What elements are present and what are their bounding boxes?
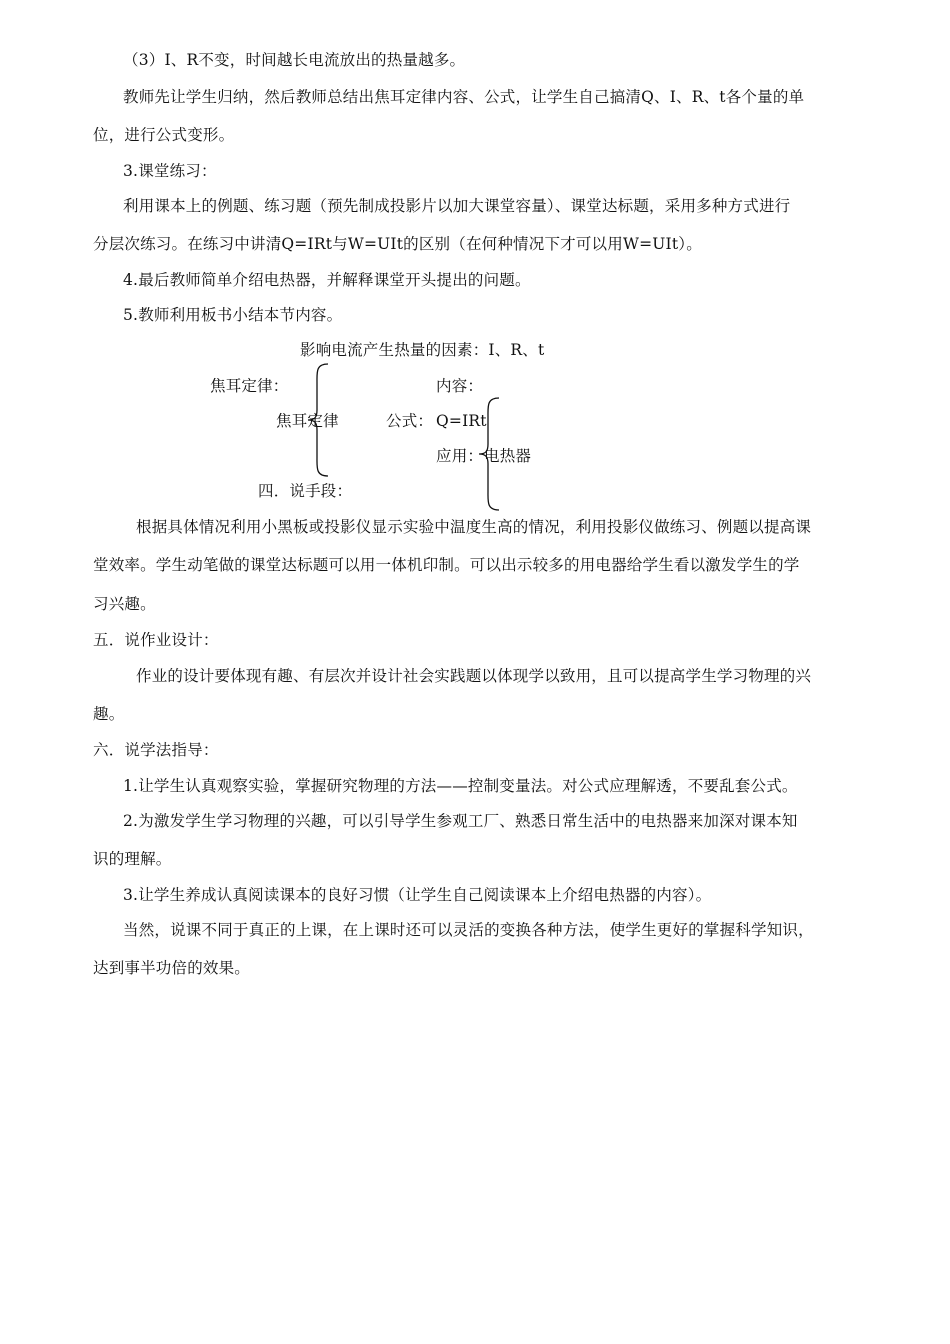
paragraph-line: 1.让学生认真观察实验，掌握研究物理的方法——控制变量法。对公式应理解透，不要乱套公式。 [123,777,798,795]
section-heading: 六．说学法指导： [93,741,219,759]
paragraph-line: 5.教师利用板书小结本节内容。 [123,306,343,324]
paragraph-line: 作业的设计要体现有趣、有层次并设计社会实践题以体现学以致用，且可以提高学生学习物理的兴 [136,667,812,685]
paragraph-line: 分层次练习。在练习中讲清Q=IRt与W=UIt的区别（在何种情况下才可以用W=UIt）。 [93,235,702,253]
content-label: 内容： [436,377,484,395]
paragraph-line: 达到事半功倍的效果。 [93,959,251,977]
paragraph-line: 识的理解。 [93,850,172,868]
paragraph-line: 教师先让学生归纳，然后教师总结出焦耳定律内容、公式，让学生自己搞清Q、I、R、t各个量的单 [123,88,805,106]
formula: Q=IRt [436,412,487,430]
paragraph-line: 习兴趣。 [93,595,156,613]
paragraph-line: 2.为激发学生学习物理的兴趣，可以引导学生参观工厂、熟悉日常生活中的电热器来加深对课本知 [123,812,798,830]
paragraph-line: 利用课本上的例题、练习题（预先制成投影片以加大课堂容量）、课堂达标题，采用多种方式进行 [123,197,791,215]
paragraph-line: 4.最后教师简单介绍电热器，并解释课堂开头提出的问题。 [123,271,531,289]
left-brace [306,362,330,478]
means-heading: 四．说手段： [258,482,353,500]
application-label: 应用： [436,447,484,465]
section-heading: 3.课堂练习： [123,162,217,180]
paragraph-line: 根据具体情况利用小黑板或投影仪显示实验中温度生高的情况，利用投影仪做练习、例题以提高课 [136,518,812,536]
paragraph-line: 当然，说课不同于真正的上课，在上课时还可以灵活的变换各种方法，使学生更好的掌握科学知识， [123,921,814,939]
paragraph-line: （3）I、R不变，时间越长电流放出的热量越多。 [123,51,466,69]
formula-label: 公式： [386,412,434,430]
paragraph-line: 位，进行公式变形。 [93,126,235,144]
paragraph-line: 趣。 [93,705,125,723]
appliance-label: 电热器 [484,447,532,465]
factors-line: 影响电流产生热量的因素：I、R、t [300,341,545,359]
paragraph-line: 堂效率。学生动笔做的课堂达标题可以用一体机印制。可以出示较多的用电器给学生看以激发学生的学 [93,556,800,574]
joule-law-center: 焦耳定律 [276,412,339,430]
right-brace [477,396,501,512]
section-heading: 五．说作业设计： [93,631,219,649]
joule-law-label: 焦耳定律： [210,377,289,395]
paragraph-line: 3.让学生养成认真阅读课本的良好习惯（让学生自己阅读课本上介绍电热器的内容）。 [123,886,712,904]
